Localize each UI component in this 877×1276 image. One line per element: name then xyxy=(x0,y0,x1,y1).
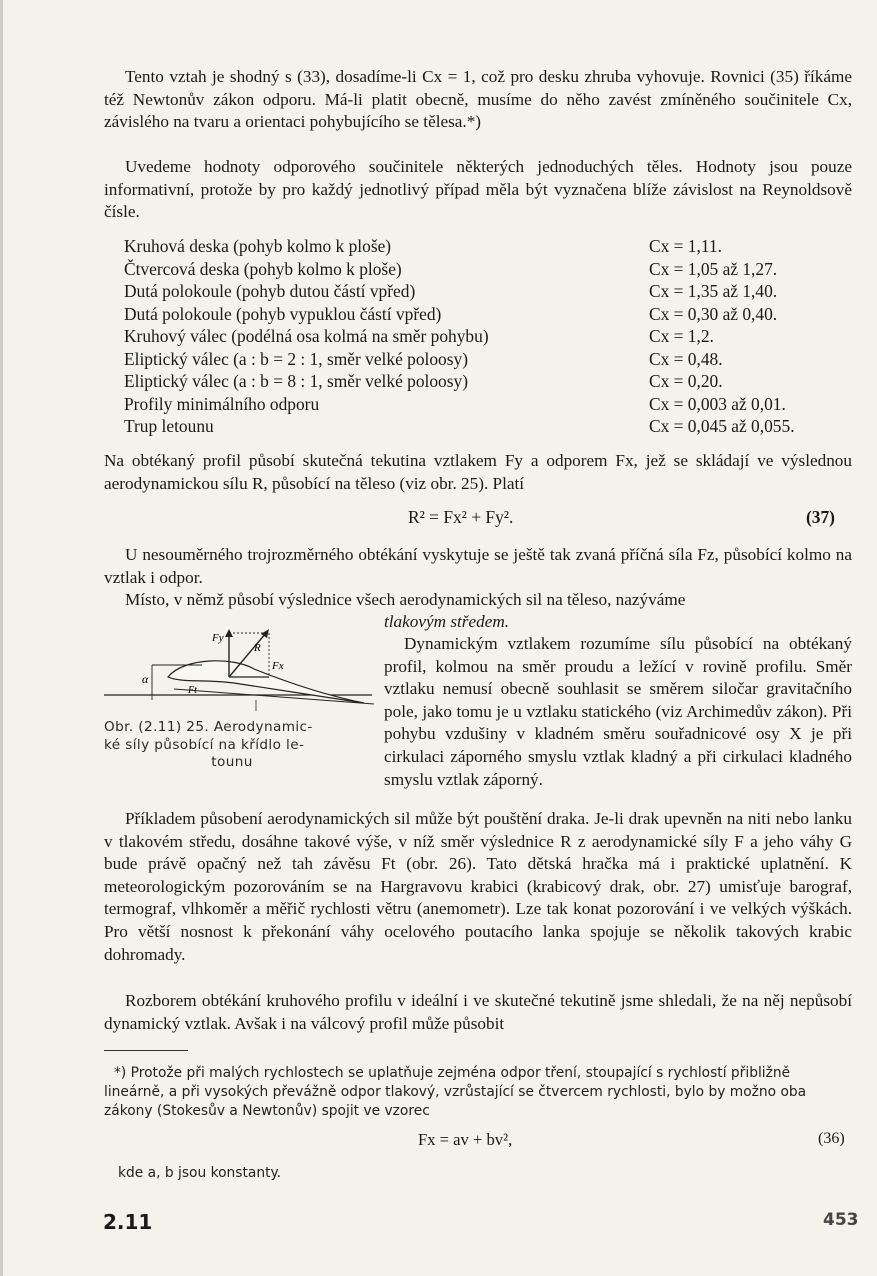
label-r: R xyxy=(254,642,261,654)
table-row-name: Dutá polokoule (pohyb dutou částí vpřed) xyxy=(124,281,416,301)
drag-coefficient-table xyxy=(124,236,844,439)
table-row-name: Eliptický válec (a : b = 2 : 1, směr velké poloosy) xyxy=(124,348,469,369)
table-row-value: Cx = 0,003 až 0,01. xyxy=(649,393,786,414)
pressure-centre-term: tlakovým středem. xyxy=(384,612,510,631)
caption-line: Obr. (2.11) 25. Aerodynamic- xyxy=(104,719,313,735)
caption-line: tounu xyxy=(211,754,253,771)
table-row-value: Cx = 0,48. xyxy=(649,348,723,369)
paragraph-transverse-force: U nesouměrného trojrozměrného obtékání vyskytuje se ještě tak zvaná příčná síla Fz, působící kolmo na vztlak i odpor. xyxy=(104,545,852,587)
table-row-name: Dutá polokoule (pohyb vypuklou částí vpřed) xyxy=(124,303,442,324)
paragraph-drag-coefficients-intro: Uvedeme hodnoty odporového součinitele některých jednoduchých těles. Hodnoty jsou pouze informativní, protože by pro každý jednotlivý případ měla být vyznačena blíže závislost na Reynoldsově čísle. xyxy=(104,157,852,222)
equation-36-number: (36) xyxy=(818,1130,845,1147)
paragraph-cylinder-flow: Rozborem obtékání kruhového profilu v ideální i ve skutečné tekutině jsme shledali, že na něj nepůsobí dynamický vztlak. Avšak i na válcový profil může působit xyxy=(104,991,852,1033)
table-row xyxy=(124,326,844,349)
table-row xyxy=(124,259,844,282)
table-row-value: Cx = 1,35 až 1,40. xyxy=(649,281,778,301)
table-row xyxy=(124,371,844,394)
caption-line: ké síly působící na křídlo le- xyxy=(104,736,305,753)
paragraph-pressure-centre: Místo, v němž působí výslednice všech aerodynamických sil na těleso, nazýváme xyxy=(125,590,686,609)
figure-caption xyxy=(104,719,360,772)
table-row-name: Profily minimálního odporu xyxy=(124,393,320,414)
table-row-name: Trup letounu xyxy=(124,416,214,436)
footnote-rule xyxy=(104,1050,188,1051)
page-number: 453 xyxy=(823,1210,859,1230)
footnote-constants: kde a, b jsou konstanty. xyxy=(118,1165,282,1181)
equation-36: Fx = av + bv², xyxy=(418,1130,513,1149)
airfoil-force-figure xyxy=(104,625,374,715)
paragraph-newton-law: Tento vztah je shodný s (33), dosadíme-li Cx = 1, což pro desku zhruba vyhovuje. Rovnici (35) říkáme též Newtonův zákon odporu. Má-li platit obecně, musíme do něho zavést zmíněného součinitele Cx, závislého na tvaru a orientaci pohybujícího se tělesa.*) xyxy=(104,67,852,132)
table-row xyxy=(124,394,844,417)
table-row-value: Cx = 0,045 až 0,055. xyxy=(649,416,795,436)
table-row xyxy=(124,349,844,372)
table-row-name: Eliptický válec (a : b = 8 : 1, směr velké poloosy) xyxy=(124,371,469,391)
table-row-value: Cx = 1,11. xyxy=(649,236,722,256)
table-row xyxy=(124,281,844,304)
table-row xyxy=(124,304,844,327)
table-row-value: Cx = 0,20. xyxy=(649,371,723,391)
footnote-text: *) Protože při malých rychlostech se uplatňuje zejména odpor tření, stoupající s rychlostí přibližně lineárně, a při vysokých převážně odpor tlakový, vzrůstající se čtvercem rychlosti, bylo by možno oba zákony (Stokesův a Newtonův) spojit ve vzorec xyxy=(104,1065,807,1120)
label-fy: Fy xyxy=(212,632,224,644)
table-row-value: Cx = 1,2. xyxy=(649,326,714,346)
table-row xyxy=(124,236,844,259)
table-row-name: Kruhová deska (pohyb kolmo k ploše) xyxy=(124,236,392,256)
table-row-name: Čtvercová deska (pohyb kolmo k ploše) xyxy=(124,258,402,279)
label-fx: Fx xyxy=(272,660,284,672)
section-number: 2.11 xyxy=(103,1210,153,1234)
table-row xyxy=(124,416,844,439)
airfoil-profile xyxy=(168,661,364,703)
page-edge-shadow xyxy=(0,0,3,1276)
table-row-name: Kruhový válec (podélná osa kolmá na směr pohybu) xyxy=(124,326,489,346)
paragraph-dynamic-lift: Dynamickým vztlakem rozumíme sílu působící na obtékaný profil, kolmou na směr proudu a ležící v rovině profilu. Směr vztlaku nemusí obecně souhlasit se směrem siločar gravitačního pole, jako tomu je u vztlaku statického (viz Archimedův zákon). Při pohybu vzdušiny v kladném směru souřadnicové osy X je při cirkulaci záporného smyslu vztlak kladný a při cirkulaci kladného smyslu vztlak záporný. xyxy=(384,634,852,789)
paragraph-aerodynamic-force: Na obtékaný profil působí skutečná tekutina vztlakem Fy a odporem Fx, jež se skládají ve výslednou aerodynamickou sílu R, působící na těleso (viz obr. 25). Platí xyxy=(104,451,852,493)
equation-37-number: (37) xyxy=(806,507,835,527)
paragraph-kite: Příkladem působení aerodynamických sil může být pouštění draka. Je-li drak upevněn na niti nebo lanku v tlakovém středu, dosáhne takové výše, v níž směr výslednice R z aerodynamické síly F a jeho váhy G bude právě opačný než tah závěsu Ft (obr. 26). Tato dětská hračka má i praktické uplatnění. K meteorologickým pozorováním se na Hargravovu krabici (krabicový drak, obr. 27) umisťuje barograf, termograf, vlhkoměr a měřič rychlosti větru (anemometr). Lze tak konat pozorování i ve velkých výškách. Pro větší nosnost k překonání váhy ocelového poutacího lanka spojuje se několik takových krabic dohromady. xyxy=(104,809,852,964)
label-ft: Ft xyxy=(188,685,197,696)
equation-37: R² = Fx² + Fy². xyxy=(408,507,514,527)
table-row-value: Cx = 0,30 až 0,40. xyxy=(649,303,778,324)
chord-line xyxy=(174,689,374,704)
label-alpha: α xyxy=(142,672,149,686)
table-row-value: Cx = 1,05 až 1,27. xyxy=(649,258,778,279)
